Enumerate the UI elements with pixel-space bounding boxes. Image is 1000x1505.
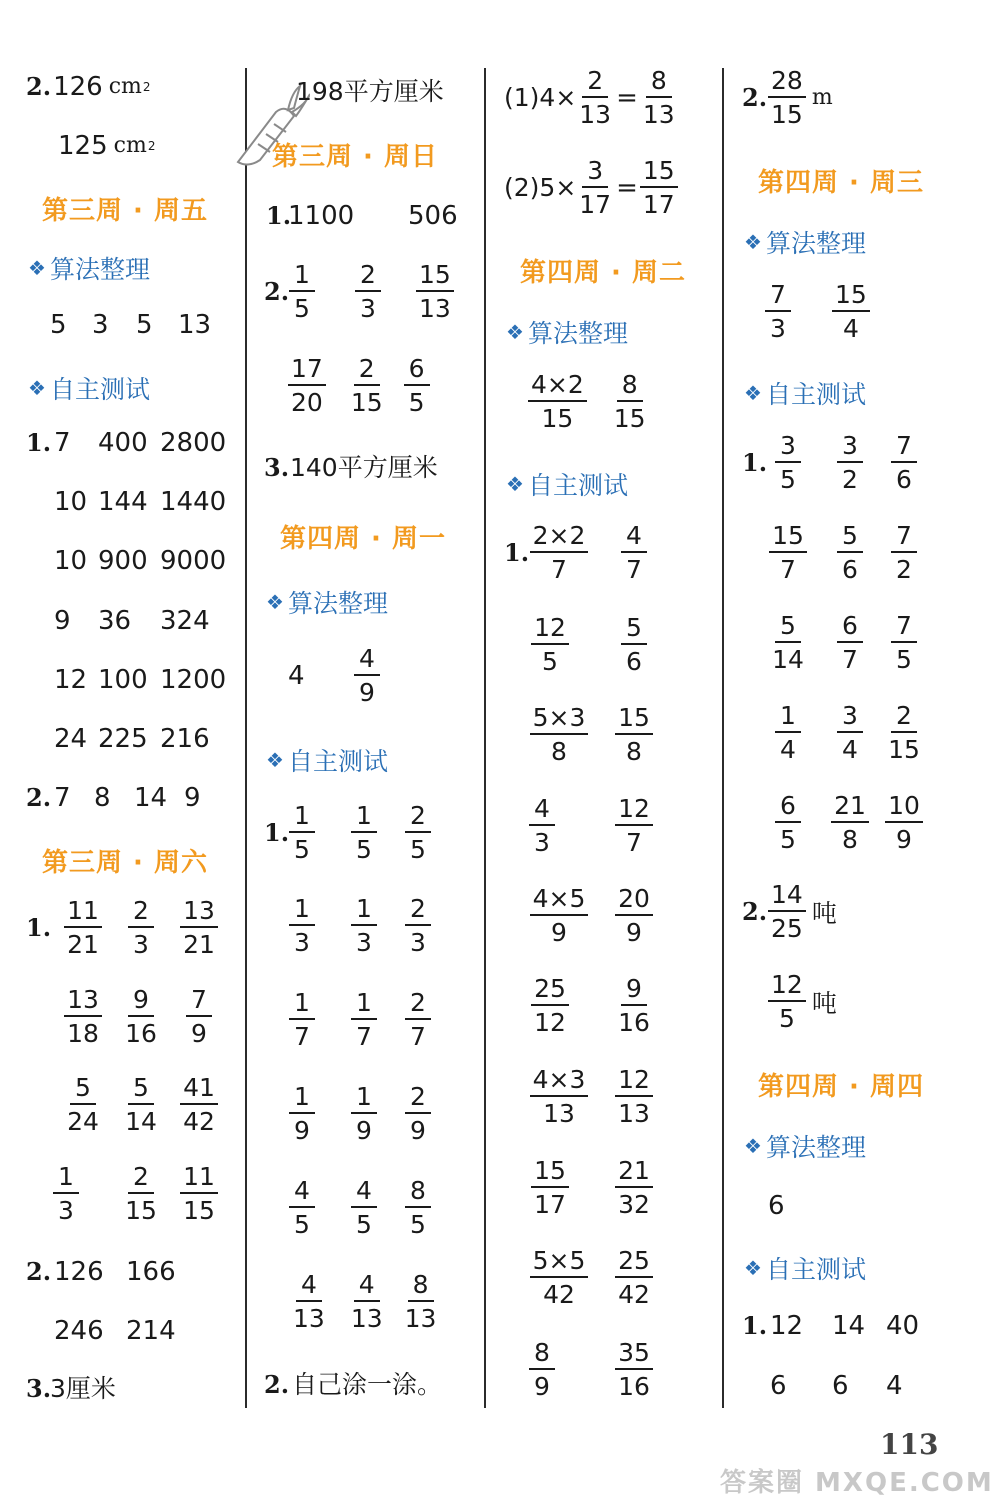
diamond-icon: ❖ xyxy=(266,748,284,772)
c2-t2: 2. 自己涂一涂。 xyxy=(264,1369,443,1399)
section-selftest-2: ❖ 自主测试 xyxy=(266,747,388,776)
c3-t1-frac-row: 1. $\frac{2\times 2}{7}$ $\frac{4}{7}$ xyxy=(504,523,654,582)
c3-t1-frac-row xyxy=(530,1158,654,1217)
c4-t3-row2: 6 6 4 xyxy=(770,1371,903,1401)
fraction: $\frac{12}{13}$ xyxy=(614,1067,654,1126)
c3-t1-frac-row xyxy=(530,1067,654,1126)
c1-t1-row: 1. 7 400 2800 xyxy=(26,428,227,458)
c3-eq1: (1)4× $\frac{2}{13}$ = $\frac{8}{13}$ xyxy=(504,68,678,127)
fraction: $\frac{1}{9}$ xyxy=(352,1084,376,1143)
c1-w2-frac-row xyxy=(54,1164,228,1223)
fraction: $\frac{5}{14}$ xyxy=(772,611,804,674)
fraction: $\frac{9}{16}$ xyxy=(618,974,650,1037)
c2-t1-frac-row: 1. $\frac{1}{5}$ $\frac{1}{5}$ $\frac{2}{5}$ xyxy=(264,803,430,862)
fraction: $\frac{7}{9}$ xyxy=(170,987,228,1046)
fraction: $\frac{1}{3}$ xyxy=(290,896,314,955)
fraction: $\frac{5\times 3}{8}$ xyxy=(530,705,588,764)
fraction: $\frac{8}{13}$ xyxy=(404,1270,437,1333)
diamond-icon: ❖ xyxy=(28,256,46,280)
c4-algo-fracs xyxy=(766,282,870,341)
fraction: $\frac{7}{5}$ xyxy=(884,613,924,672)
c4-t1-frac-row xyxy=(768,613,924,672)
fraction: $\frac{15}{7}$ xyxy=(768,523,808,582)
fraction: $\frac{5}{14}$ xyxy=(125,1073,157,1136)
c4-t1-frac-row: 1. $\frac{3}{5}$ $\frac{3}{2}$ $\frac{7}{6}$ xyxy=(742,433,924,492)
week-heading-4-3: 第四周 · 周三 xyxy=(758,168,924,198)
fraction: $\frac{1}{7}$ xyxy=(290,990,314,1049)
c3-t1-frac-row xyxy=(530,1340,654,1399)
section-selftest-5: ❖ 自主测试 xyxy=(744,1255,866,1284)
fraction: $\frac{6}{5}$ xyxy=(768,793,808,852)
fraction: $\frac{4}{9}$ xyxy=(354,646,380,705)
fraction: $\frac{8}{15}$ xyxy=(613,370,646,433)
c3-t1-frac-row xyxy=(530,796,654,855)
c4-algo-value: 6 xyxy=(768,1191,785,1221)
fraction: $\frac{5}{6}$ xyxy=(614,615,654,674)
fraction: $\frac{15}{8}$ xyxy=(614,705,654,764)
fraction: $\frac{1}{7}$ xyxy=(352,990,376,1049)
c3-t1-frac-row xyxy=(530,886,654,945)
fraction: $\frac{2}{13}$ xyxy=(579,66,612,129)
fraction: $\frac{1}{5}$ xyxy=(352,803,376,862)
fraction: $\frac{13}{21}$ xyxy=(170,898,228,957)
c2-t1-frac-row xyxy=(290,1272,439,1331)
diamond-icon: ❖ xyxy=(506,472,524,496)
c1-w2-frac-row xyxy=(54,1075,228,1134)
fraction: $\frac{8}{13}$ xyxy=(642,66,675,129)
diamond-icon: ❖ xyxy=(744,1134,762,1158)
fraction: $\frac{2}{9}$ xyxy=(406,1084,430,1143)
c4-t1-frac-row xyxy=(768,523,924,582)
fraction: $\frac{25}{42}$ xyxy=(614,1248,654,1307)
column-divider-3 xyxy=(722,68,724,1408)
fraction: $\frac{3}{5}$ xyxy=(768,433,808,492)
fraction: $\frac{20}{9}$ xyxy=(614,886,654,945)
c1-t1-row: 24 225 216 xyxy=(54,724,210,754)
fraction: $\frac{15}{13}$ xyxy=(416,262,454,321)
fraction: $\frac{1}{3}$ xyxy=(54,1164,78,1223)
c2-top-answer: 198平方厘米 xyxy=(296,77,444,106)
c1-algo-values: 5 3 5 13 xyxy=(50,310,212,340)
c1-q2-line1: 2. 126 cm 2 xyxy=(26,72,151,102)
week-heading-3-7: 第三周 · 周日 xyxy=(272,142,438,172)
section-algorithm-5: ❖ 算法整理 xyxy=(744,1133,866,1162)
c1-t1-row: 10 144 1440 xyxy=(54,487,227,517)
fraction: $\frac{1}{5}$ xyxy=(290,803,314,862)
diamond-icon: ❖ xyxy=(506,320,524,344)
week-heading-4-2: 第四周 · 周二 xyxy=(520,258,686,288)
c3-t1-frac-row xyxy=(530,1248,654,1307)
fraction: $\frac{1}{3}$ xyxy=(352,896,376,955)
fraction: $\frac{2}{3}$ xyxy=(406,896,430,955)
fraction: $\frac{12}{5}$ xyxy=(530,615,570,674)
column-divider-1 xyxy=(245,68,247,1408)
fraction: $\frac{5}{24}$ xyxy=(67,1073,99,1136)
c2-q2-frac-row xyxy=(288,356,430,415)
diamond-icon: ❖ xyxy=(28,376,46,400)
c3-eq2: (2)5× $\frac{3}{17}$ = $\frac{15}{17}$ xyxy=(504,158,678,217)
fraction: $\frac{21}{8}$ xyxy=(830,793,870,852)
c3-t1-frac-row xyxy=(530,705,654,764)
fraction: $\frac{2\times 2}{7}$ xyxy=(530,523,588,582)
c4-t1-frac-row xyxy=(768,793,924,852)
diamond-icon: ❖ xyxy=(744,230,762,254)
c4-t1-frac-row xyxy=(768,703,924,762)
fraction: $\frac{12}{5}$ xyxy=(768,972,806,1031)
c3-t1-frac-row xyxy=(530,615,654,674)
c3-t1-frac-row xyxy=(530,976,654,1035)
fraction: $\frac{1}{4}$ xyxy=(768,703,808,762)
c4-t2-row2: $\frac{12}{5}$ 吨 xyxy=(768,972,837,1031)
fraction: $\frac{12}{7}$ xyxy=(614,796,654,855)
fraction: $\frac{2}{5}$ xyxy=(406,803,430,862)
fraction: $\frac{4\times 2}{15}$ xyxy=(528,372,587,431)
c4-t3-row1: 1. 12 14 40 xyxy=(742,1311,920,1341)
week-heading-3-5: 第三周 · 周五 xyxy=(42,196,208,226)
fraction: $\frac{21}{32}$ xyxy=(614,1158,654,1217)
fraction: $\frac{7}{6}$ xyxy=(884,433,924,492)
c2-t1-frac-row xyxy=(290,1084,430,1143)
fraction: $\frac{15}{4}$ xyxy=(832,282,870,341)
fraction: $\frac{35}{16}$ xyxy=(614,1340,654,1399)
c1-w2-q2-row1: 2. 126 166 xyxy=(26,1257,176,1287)
fraction: $\frac{2}{15}$ xyxy=(888,701,920,764)
c4-t2-row1: 2. $\frac{14}{25}$ 吨 xyxy=(742,880,837,943)
page-number: 113 xyxy=(880,1428,939,1461)
fraction: $\frac{3}{2}$ xyxy=(830,433,870,492)
fraction: $\frac{4}{13}$ xyxy=(293,1270,325,1333)
c1-q2-line2: 125 cm 2 xyxy=(58,131,156,161)
c1-t2-row: 2. 7 8 14 9 xyxy=(26,783,201,813)
fraction: $\frac{4\times 3}{13}$ xyxy=(530,1067,588,1126)
diamond-icon: ❖ xyxy=(744,381,762,405)
c3-algo-fracs xyxy=(528,372,649,431)
c1-w2-q2-row2: 246 214 xyxy=(54,1316,176,1346)
fraction: $\frac{25}{12}$ xyxy=(530,976,570,1035)
c1-t1-row: 10 900 9000 xyxy=(54,546,227,576)
c2-q2-frac-row: 2. $\frac{1}{5}$ $\frac{2}{3}$ $\frac{15}{13}$ xyxy=(264,262,454,321)
fraction: $\frac{6}{7}$ xyxy=(830,613,870,672)
week-heading-3-6: 第三周 · 周六 xyxy=(42,848,208,878)
c2-t1-frac-row xyxy=(290,1178,430,1237)
section-selftest-4: ❖ 自主测试 xyxy=(744,380,866,409)
fraction: $\frac{6}{5}$ xyxy=(404,356,430,415)
fraction: $\frac{15}{17}$ xyxy=(530,1158,570,1217)
c1-w2-frac-row xyxy=(54,987,228,1046)
c2-t1-frac-row xyxy=(290,990,430,1049)
fraction: $\frac{2}{3}$ xyxy=(112,898,170,957)
section-selftest-3: ❖ 自主测试 xyxy=(506,471,628,500)
fraction: $\frac{13}{18}$ xyxy=(54,987,112,1046)
fraction: $\frac{7}{2}$ xyxy=(884,523,924,582)
week-heading-4-1: 第四周 · 周一 xyxy=(280,524,446,554)
fraction: $\frac{28}{15}$ xyxy=(768,68,806,127)
column-divider-2 xyxy=(484,68,486,1408)
fraction: $\frac{8}{5}$ xyxy=(406,1178,430,1237)
section-algorithm-3: ❖ 算法整理 xyxy=(506,319,628,348)
fraction: $\frac{2}{3}$ xyxy=(356,262,380,321)
fraction: $\frac{14}{25}$ xyxy=(768,882,806,941)
c2-algo-values: 4 $\frac{4}{9}$ xyxy=(288,646,380,705)
c1-w2-frac-row: 1. $\frac{11}{21}$ $\frac{2}{3}$ $\frac{13}{21}$ xyxy=(26,898,228,957)
fraction: $\frac{1}{5}$ xyxy=(290,262,314,321)
fraction: $\frac{15}{17}$ xyxy=(640,158,678,217)
fraction: $\frac{4\times 5}{9}$ xyxy=(530,886,588,945)
fraction: $\frac{5}{6}$ xyxy=(830,523,870,582)
fraction: $\frac{11}{21}$ xyxy=(54,898,112,957)
section-algorithm-4: ❖ 算法整理 xyxy=(744,229,866,258)
c2-q1-row: 1. 1100 506 xyxy=(266,201,458,231)
fraction: $\frac{11}{15}$ xyxy=(170,1164,228,1223)
fraction: $\frac{4}{5}$ xyxy=(290,1178,314,1237)
fraction: $\frac{2}{15}$ xyxy=(350,354,383,417)
fraction: $\frac{4}{3}$ xyxy=(530,796,554,855)
fraction: $\frac{2}{15}$ xyxy=(125,1162,157,1225)
watermark: 答案圈 MXQE.COM xyxy=(720,1468,994,1498)
fraction: $\frac{5\times 5}{42}$ xyxy=(530,1248,588,1307)
fraction: $\frac{3}{17}$ xyxy=(579,156,612,219)
c2-t1-frac-row xyxy=(290,896,430,955)
fraction: $\frac{1}{9}$ xyxy=(290,1084,314,1143)
fraction: $\frac{9}{16}$ xyxy=(125,985,157,1048)
c1-t1-row: 12 100 1200 xyxy=(54,665,227,695)
fraction: $\frac{3}{4}$ xyxy=(830,703,870,762)
fraction: $\frac{4}{13}$ xyxy=(350,1270,383,1333)
section-algorithm-2: ❖ 算法整理 xyxy=(266,589,388,618)
fraction: $\frac{2}{7}$ xyxy=(406,990,430,1049)
c2-q3: 3. 140平方厘米 xyxy=(264,452,438,482)
c4-q2: 2. $\frac{28}{15}$ m xyxy=(742,66,833,129)
week-heading-4-4: 第四周 · 周四 xyxy=(758,1072,924,1102)
c1-t1-row: 9 36 324 xyxy=(54,606,210,636)
fraction: $\frac{7}{3}$ xyxy=(766,282,790,341)
c1-w2-q3: 3. 3厘米 xyxy=(26,1373,116,1403)
fraction: $\frac{10}{9}$ xyxy=(884,793,924,852)
section-algorithm-1: ❖ 算法整理 xyxy=(28,255,150,284)
fraction: $\frac{41}{42}$ xyxy=(170,1075,228,1134)
diamond-icon: ❖ xyxy=(266,590,284,614)
fraction: $\frac{4}{5}$ xyxy=(352,1178,376,1237)
fraction: $\frac{4}{7}$ xyxy=(614,523,654,582)
section-selftest-1: ❖ 自主测试 xyxy=(28,375,150,404)
fraction: $\frac{8}{9}$ xyxy=(530,1340,554,1399)
diamond-icon: ❖ xyxy=(744,1256,762,1280)
fraction: $\frac{17}{20}$ xyxy=(288,356,326,415)
